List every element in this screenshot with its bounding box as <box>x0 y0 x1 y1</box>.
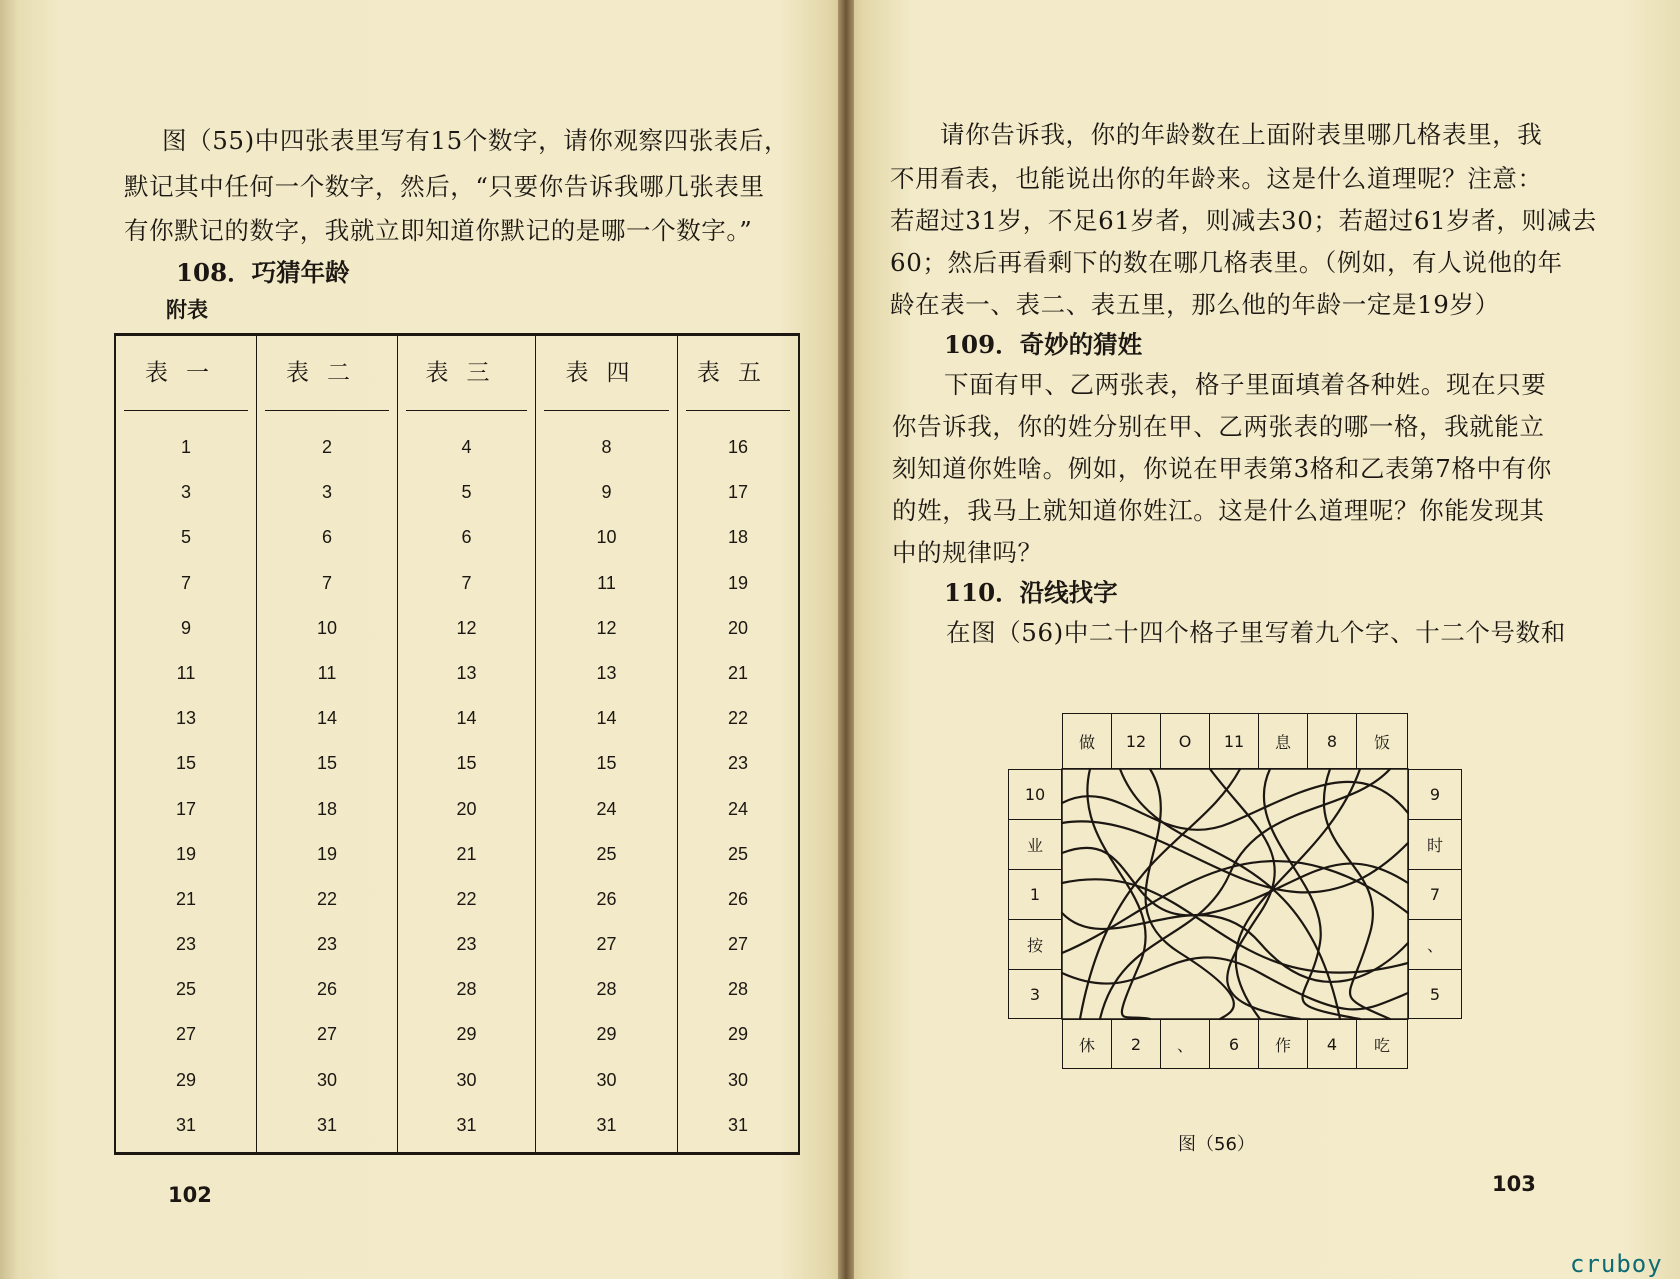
column-values <box>536 411 677 1148</box>
table-cell: 28 <box>727 979 749 1000</box>
table-cell: 19 <box>316 843 338 864</box>
table-cell: 7 <box>461 572 472 593</box>
table-cell: 20 <box>456 798 477 819</box>
table-cell: 25 <box>175 979 197 1000</box>
para-108-line-2: 不用看表，也能说出你的年龄来。这是什么道理呢？注意： <box>890 164 1543 193</box>
figure-cell: 6 <box>1209 1019 1259 1069</box>
table-cell: 27 <box>175 1024 197 1045</box>
figure-cell: 12 <box>1111 713 1161 769</box>
table-cell: 28 <box>596 979 617 1000</box>
table-cell: 21 <box>456 843 477 864</box>
figure-cell: 10 <box>1008 769 1062 820</box>
column-values <box>678 411 798 1148</box>
right-page-number: 103 <box>1492 1172 1536 1196</box>
table-cell: 15 <box>316 753 338 774</box>
table-cell: 6 <box>321 527 332 548</box>
para-109-line-5: 中的规律吗？ <box>892 538 1043 567</box>
para-108-line-3: 若超过31岁，不足61岁者，则减去30；若超过61岁者，则减去 <box>890 206 1597 235</box>
table-cell: 24 <box>596 798 617 819</box>
table-cell: 22 <box>316 888 338 909</box>
table-cell: 30 <box>596 1069 617 1090</box>
section-109-heading: 109．奇妙的猜姓 <box>944 330 1143 359</box>
figure-cell: 休 <box>1062 1019 1112 1069</box>
table-cell: 13 <box>175 708 197 729</box>
table-cell: 15 <box>175 753 197 774</box>
figure-cell: 9 <box>1408 769 1462 820</box>
table-cell: 22 <box>727 708 749 729</box>
table-cell: 31 <box>727 1114 749 1135</box>
table-cell: 30 <box>727 1069 749 1090</box>
table-label: 附表 <box>166 298 208 322</box>
table-cell: 7 <box>180 572 191 593</box>
table-cell: 11 <box>317 662 337 683</box>
figure-cell: 、 <box>1408 919 1462 970</box>
table-cell: 31 <box>316 1114 338 1135</box>
table-cell: 13 <box>596 662 617 683</box>
figure-cell: 5 <box>1408 969 1462 1019</box>
table-cell: 8 <box>601 437 612 457</box>
table-cell: 29 <box>727 1024 749 1045</box>
table-cell: 21 <box>175 888 197 909</box>
figure-cell: 1 <box>1008 869 1062 920</box>
figure-56 <box>1000 713 1470 1069</box>
table-cell: 1 <box>180 437 191 457</box>
figure-cell: 吃 <box>1356 1019 1408 1069</box>
section-110-heading: 110．沿线找字 <box>944 578 1118 607</box>
figure-cell: 息 <box>1258 713 1308 769</box>
table-cell: 24 <box>727 798 749 819</box>
table-cell: 29 <box>175 1069 197 1090</box>
column-header: 表五 <box>686 336 790 411</box>
table-cell: 23 <box>727 753 749 774</box>
table-column-2 <box>257 336 398 1152</box>
figure-cell: 11 <box>1209 713 1259 769</box>
table-cell: 12 <box>596 617 617 638</box>
table-cell: 3 <box>180 482 191 503</box>
table-cell: 14 <box>596 708 617 729</box>
table-cell: 15 <box>596 753 617 774</box>
table-column-3 <box>398 336 536 1152</box>
para-109-line-1: 下面有甲、乙两张表，格子里面填着各种姓。现在只要 <box>944 370 1547 399</box>
figure-cell: 时 <box>1408 819 1462 870</box>
table-cell: 2 <box>321 437 332 457</box>
table-column-5 <box>678 336 798 1152</box>
table-cell: 23 <box>456 934 477 955</box>
figure-cell: 业 <box>1008 819 1062 870</box>
table-cell: 26 <box>316 979 338 1000</box>
table-cell: 6 <box>461 527 472 548</box>
figure-cell: 3 <box>1008 969 1062 1019</box>
figure-cell: 按 <box>1008 919 1062 970</box>
table-cell: 27 <box>316 1024 338 1045</box>
table-cell: 30 <box>456 1069 477 1090</box>
table-cell: 28 <box>456 979 477 1000</box>
table-cell: 18 <box>727 527 749 548</box>
para-108-line-4: 60；然后再看剩下的数在哪几格表里。（例如，有人说他的年 <box>890 248 1563 277</box>
para-109-line-3: 刻知道你姓啥。例如，你说在甲表第3格和乙表第7格中有你 <box>892 454 1552 483</box>
section-108-heading: 108．巧猜年龄 <box>176 258 350 287</box>
para-108-line-1: 请你告诉我，你的年龄数在上面附表里哪几格表里，我 <box>940 120 1543 149</box>
table-cell: 25 <box>727 843 749 864</box>
table-cell: 15 <box>456 753 477 774</box>
para-109-line-2: 你告诉我，你的姓分别在甲、乙两张表的哪一格，我就能立 <box>892 412 1545 441</box>
table-cell: 23 <box>316 934 338 955</box>
left-page-number: 102 <box>168 1183 212 1207</box>
table-cell: 27 <box>596 934 617 955</box>
table-cell: 3 <box>321 482 332 503</box>
table-cell: 26 <box>727 888 749 909</box>
column-header: 表二 <box>265 336 389 411</box>
watermark-text: cruboy <box>1570 1250 1663 1278</box>
table-cell: 10 <box>316 617 338 638</box>
table-cell: 7 <box>321 572 332 593</box>
table-cell: 17 <box>175 798 197 819</box>
column-header: 表四 <box>544 336 669 411</box>
column-values <box>257 411 397 1148</box>
table-cell: 16 <box>727 437 749 457</box>
figure-cell: 4 <box>1307 1019 1357 1069</box>
figure-cell: O <box>1160 713 1210 769</box>
figure-cell: 做 <box>1062 713 1112 769</box>
table-cell: 19 <box>175 843 197 864</box>
intro-line-1: 图（55)中四张表里写有15个数字，请你观察四张表后， <box>162 126 790 155</box>
table-cell: 31 <box>175 1114 197 1135</box>
table-cell: 9 <box>601 482 612 503</box>
table-cell: 22 <box>456 888 477 909</box>
table-column-1 <box>116 336 257 1152</box>
table-cell: 10 <box>596 527 617 548</box>
column-header: 表三 <box>406 336 527 411</box>
figure-cell: 作 <box>1258 1019 1308 1069</box>
table-cell: 17 <box>727 482 749 503</box>
figure-cell: 2 <box>1111 1019 1161 1069</box>
table-cell: 5 <box>461 482 472 503</box>
intro-line-2: 默记其中任何一个数字，然后，“只要你告诉我哪几张表里 <box>124 172 765 201</box>
figure-cell: 、 <box>1160 1019 1210 1069</box>
table-cell: 14 <box>456 708 477 729</box>
column-header: 表一 <box>124 336 248 411</box>
table-cell: 30 <box>316 1069 338 1090</box>
para-110-line-1: 在图（56)中二十四个格子里写着九个字、十二个号数和 <box>946 618 1566 647</box>
table-cell: 11 <box>597 572 616 593</box>
table-cell: 29 <box>456 1024 477 1045</box>
table-cell: 5 <box>180 527 191 548</box>
table-cell: 18 <box>316 798 338 819</box>
table-cell: 27 <box>727 934 749 955</box>
book-gutter <box>838 0 854 1279</box>
table-cell: 31 <box>596 1114 617 1135</box>
table-cell: 13 <box>456 662 477 683</box>
table-cell: 23 <box>175 934 197 955</box>
table-cell: 11 <box>176 662 196 683</box>
table-column-4 <box>536 336 678 1152</box>
para-108-line-5: 龄在表一、表二、表五里，那么他的年龄一定是19岁） <box>890 290 1500 319</box>
para-109-line-4: 的姓，我马上就知道你姓江。这是什么道理呢？你能发现其 <box>892 496 1545 525</box>
table-cell: 21 <box>727 662 749 683</box>
column-values <box>116 411 256 1148</box>
figure-cell: 饭 <box>1356 713 1408 769</box>
table-cell: 19 <box>727 572 749 593</box>
table-cell: 12 <box>456 617 477 638</box>
table-cell: 25 <box>596 843 617 864</box>
figure-cell: 8 <box>1307 713 1357 769</box>
intro-line-3: 有你默记的数字，我就立即知道你默记的是哪一个数字。” <box>124 216 753 245</box>
table-cell: 20 <box>727 617 749 638</box>
table-cell: 4 <box>461 437 472 457</box>
column-values <box>398 411 535 1148</box>
table-cell: 31 <box>456 1114 477 1135</box>
figure-caption: 图（56） <box>1178 1134 1255 1155</box>
table-cell: 14 <box>316 708 338 729</box>
table-cell: 29 <box>596 1024 617 1045</box>
table-cell: 9 <box>180 617 191 638</box>
table-cell: 26 <box>596 888 617 909</box>
age-table <box>114 333 800 1155</box>
figure-cell: 7 <box>1408 869 1462 920</box>
